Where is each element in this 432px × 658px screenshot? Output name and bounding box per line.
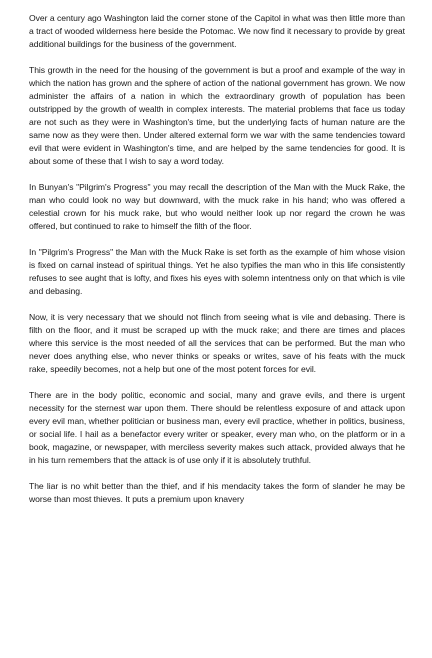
paragraph-5: Now, it is very necessary that we should not flinch from seeing what is vile and debasing. There is filth on the floor, and it must be scraped up with the muck rake; and there are times and places where this service is the most needed of all the services that can be performed. But the man who never does anything else, who never thinks or speaks or writes, save of his feats with the muck rake, speedily becomes, not a help but one of the most potent forces for evil. bbox=[29, 312, 405, 374]
paragraph-2: This growth in the need for the housing of the government is but a proof and example of the way in which the nation has grown and the sphere of action of the national government has grown. We now administer the affairs of a nation in which the extraordinary growth of population has been outstripped by the growth of wealth in complex interests. The material problems that face us today are not such as they were in Washington's time, but the underlying facts of human nature are the same now as they were then. Under altered external form we war with the same tendencies toward evil that were evident in Washington's time, and are helped by the same tendencies for good. It is about some of these that I wish to say a word today. bbox=[29, 65, 405, 166]
paragraph-7: The liar is no whit better than the thief, and if his mendacity takes the form of slander he may be worse than most thieves. It puts a premium upon knavery bbox=[29, 481, 405, 504]
paragraph-6: There are in the body politic, economic and social, many and grave evils, and there is urgent necessity for the sternest war upon them. There should be relentless exposure of and attack upon every evil man, whether politician or business man, every evil practice, whether in politics, business, or social life. I hail as a benefactor every writer or speaker, every man who, on the platform or in a book, magazine, or newspaper, with merciless severity makes such attack, provided always that he in his turn remembers that the attack is of use only if it is absolutely truthful. bbox=[29, 390, 405, 465]
paragraph-4: In "Pilgrim's Progress" the Man with the Muck Rake is set forth as the example of him whose vision is fixed on carnal instead of spiritual things. Yet he also typifies the man who in this life consistently refuses to see aught that is lofty, and fixes his eyes with solemn intentness only on that which is vile and debasing. bbox=[29, 247, 405, 296]
paragraph-3: In Bunyan's "Pilgrim's Progress" you may recall the description of the Man with the Muck Rake, the man who could look no way but downward, with the muck rake in his hand; who was offered a celestial crown for his muck rake, but who would neither look up nor regard the crown he was offered, but continued to rake to himself the filth of the floor. bbox=[29, 182, 405, 231]
paragraph-1: Over a century ago Washington laid the corner stone of the Capitol in what was then little more than a tract of wooded wilderness here beside the Potomac. We now find it necessary to provide by great additional buildings for the business of the government. bbox=[29, 13, 405, 49]
